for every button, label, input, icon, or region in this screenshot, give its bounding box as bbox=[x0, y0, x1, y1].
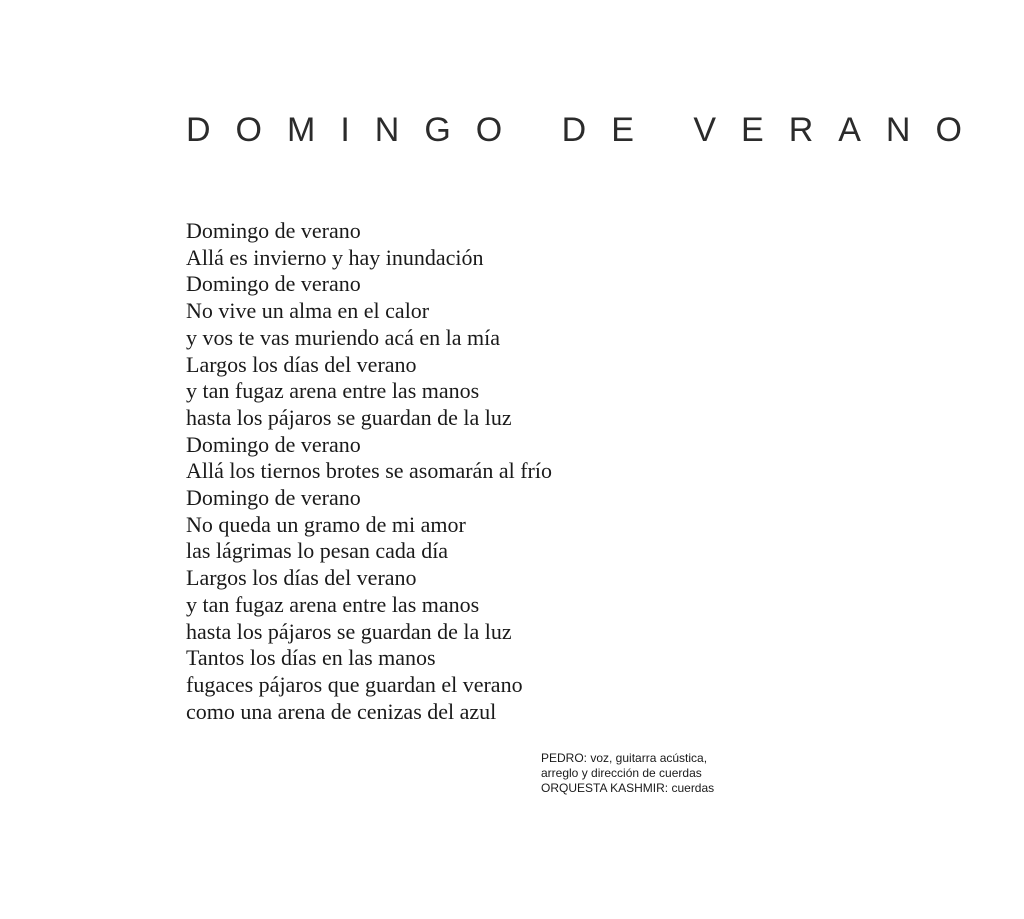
credit-line: PEDRO: voz, guitarra acústica, bbox=[541, 751, 708, 765]
song-title: DOMINGO DE VERANO bbox=[186, 111, 987, 149]
lyric-line: Domingo de verano bbox=[186, 218, 361, 243]
lyric-line: fugaces pájaros que guardan el verano bbox=[186, 671, 523, 697]
lyric-line: y tan fugaz arena entre las manos bbox=[186, 591, 480, 617]
lyric-line: Domingo de verano bbox=[186, 485, 361, 511]
lyric-line: las lágrimas lo pesan cada día bbox=[186, 538, 449, 564]
lyric-line: No vive un alma en el calor bbox=[186, 298, 430, 324]
lyric-line: No queda un gramo de mi amor bbox=[186, 511, 466, 537]
lyrics-block bbox=[186, 218, 552, 725]
lyric-line: y vos te vas muriendo acá en la mía bbox=[186, 324, 501, 350]
lyric-line: Domingo de verano bbox=[186, 271, 361, 297]
lyric-line: Largos los días del verano bbox=[186, 565, 417, 591]
lyric-line: hasta los pájaros se guardan de la luz bbox=[186, 618, 512, 644]
lyric-line: Tantos los días en las manos bbox=[186, 645, 436, 671]
lyric-line: y tan fugaz arena entre las manos bbox=[186, 378, 480, 404]
lyric-line: Allá es invierno y hay inundación bbox=[186, 244, 484, 270]
lyric-line: Allá los tiernos brotes se asomarán al frío bbox=[186, 458, 552, 484]
credit-line: ORQUESTA KASHMIR: cuerdas bbox=[541, 781, 715, 795]
lyric-line: Largos los días del verano bbox=[186, 351, 417, 377]
lyric-line: hasta los pájaros se guardan de la luz bbox=[186, 404, 512, 430]
credits-block bbox=[541, 751, 714, 796]
lyric-line: como una arena de cenizas del azul bbox=[186, 698, 497, 724]
lyric-line: Domingo de verano bbox=[186, 431, 361, 457]
credit-line: arreglo y dirección de cuerdas bbox=[541, 766, 702, 780]
